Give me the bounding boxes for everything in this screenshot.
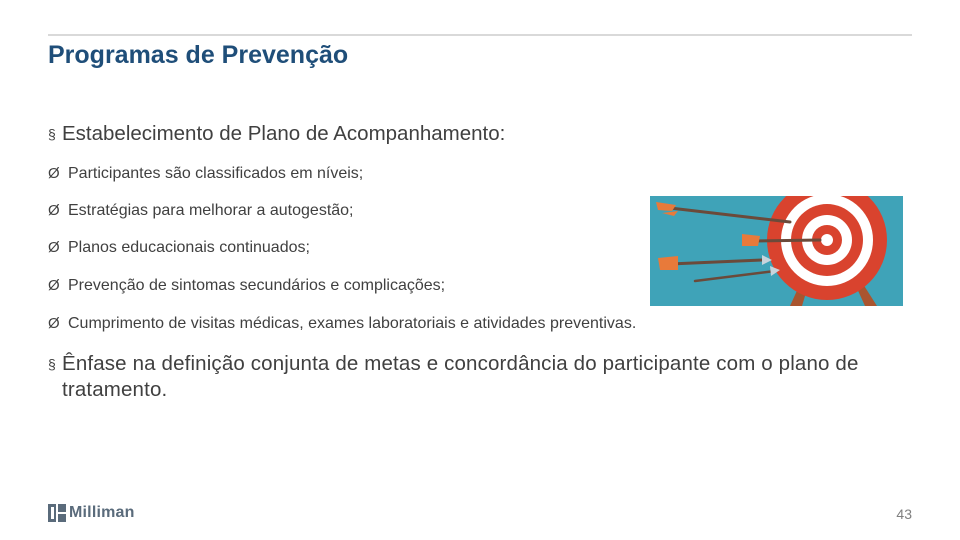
main-bullet-2 — [48, 351, 908, 407]
page-number: 43 — [896, 506, 912, 522]
logo-text: Milliman — [69, 504, 135, 521]
sub-bullet-text: Estratégias para melhorar a autogestão; — [68, 202, 354, 219]
main-bullet-text: Ênfase na definição conjunta de metas e concordância do participante com o plano de tratamento. — [62, 352, 859, 401]
section-bullet-icon: § — [48, 356, 56, 372]
sub-bullet-text: Planos educacionais continuados; — [68, 239, 310, 256]
arrow-bullet-icon: Ø — [48, 202, 60, 219]
arrow-bullet-icon: Ø — [48, 239, 60, 256]
target-with-arrows-icon — [650, 196, 903, 306]
arrow-bullet-icon: Ø — [48, 277, 60, 294]
arrow-bullet-icon: Ø — [48, 165, 60, 182]
main-bullet-text: Estabelecimento de Plano de Acompanhamento: — [62, 122, 506, 145]
sub-bullet-text: Participantes são classificados em níveis; — [68, 165, 364, 182]
title-divider — [48, 34, 912, 36]
section-bullet-icon: § — [48, 126, 56, 142]
sub-bullet-text: Prevenção de sintomas secundários e complicações; — [68, 277, 446, 294]
milliman-logo-icon — [48, 504, 66, 522]
page-title: Programas de Prevenção — [48, 41, 349, 69]
sub-bullet-text: Cumprimento de visitas médicas, exames laboratoriais e atividades preventivas. — [68, 315, 637, 332]
milliman-logo — [48, 502, 135, 524]
arrow-bullet-icon: Ø — [48, 315, 60, 332]
